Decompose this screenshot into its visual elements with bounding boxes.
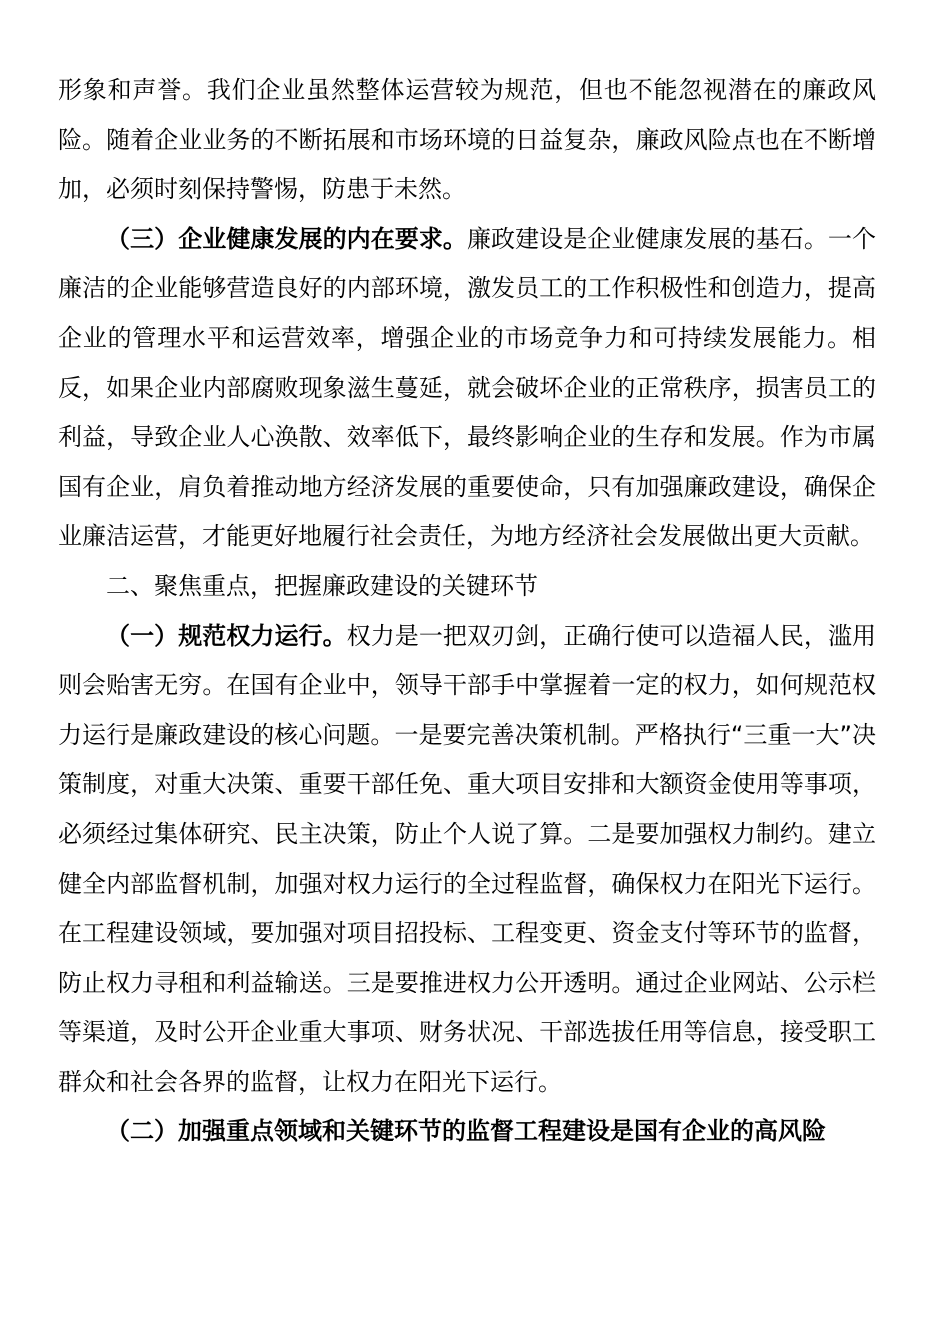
paragraph-text: 廉政建设是企业健康发展的基石。一个廉洁的企业能够营造良好的内部环境，激发员工的工作积极性和创造力，提高企业的管理水平和运营效率，增强企业的市场竞争力和可持续发展能力。相反，如果企业内部腐败现象滋生蔓延，就会破坏企业的正常秩序，损害员工的利益，导致企业人心涣散、效率低下，最终影响企业的生存和发展。作为市属国有企业，肩负着推动地方经济发展的重要使命，只有加强廉政建设，确保企业廉洁运营，才能更好地履行社会责任，为地方经济社会发展做出更大贡献。 (58, 224, 876, 551)
paragraph-key-areas-supervision (58, 1107, 876, 1157)
document-body (58, 66, 876, 1157)
paragraph-regulate-power (58, 612, 876, 1108)
paragraph-risk-continuation (58, 66, 876, 215)
paragraph-text: 权力是一把双刃剑，正确行使可以造福人民，滥用则会贻害无穷。在国有企业中，领导干部手中掌握着一定的权力，如何规范权力运行是廉政建设的核心问题。一是要完善决策机制。严格执行“三重一大”决策制度，对重大决策、重要干部任免、重大项目安排和大额资金使用等事项，必须经过集体研究、民主决策，防止个人说了算。二是要加强权力制约。建立健全内部监督机制，加强对权力运行的全过程监督，确保权力在阳光下运行。在工程建设领域，要加强对项目招投标、工程变更、资金支付等环节的监督，防止权力寻租和利益输送。三是要推进权力公开透明。通过企业网站、公示栏等渠道，及时公开企业重大事项、财务状况、干部选拔任用等信息，接受职工群众和社会各界的监督，让权力在阳光下运行。 (58, 621, 877, 1096)
paragraph-healthy-development (58, 215, 876, 562)
subheading-key-areas-supervision: （二）加强重点领域和关键环节的监督工程建设是国有企业的高风险 (106, 1117, 826, 1146)
section-heading-text: 二、聚焦重点，把握廉政建设的关键环节 (106, 571, 538, 600)
paragraph-text: 形象和声誉。我们企业虽然整体运营较为规范，但也不能忽视潜在的廉政风险。随着企业业务的不断拓展和市场环境的日益复杂，廉政风险点也在不断增加，必须时刻保持警惕，防患于未然。 (58, 76, 876, 204)
section-heading-key-links (58, 562, 876, 612)
subheading-regulate-power: （一）规范权力运行。 (106, 621, 347, 650)
subheading-inner-requirement: （三）企业健康发展的内在要求。 (106, 224, 467, 253)
